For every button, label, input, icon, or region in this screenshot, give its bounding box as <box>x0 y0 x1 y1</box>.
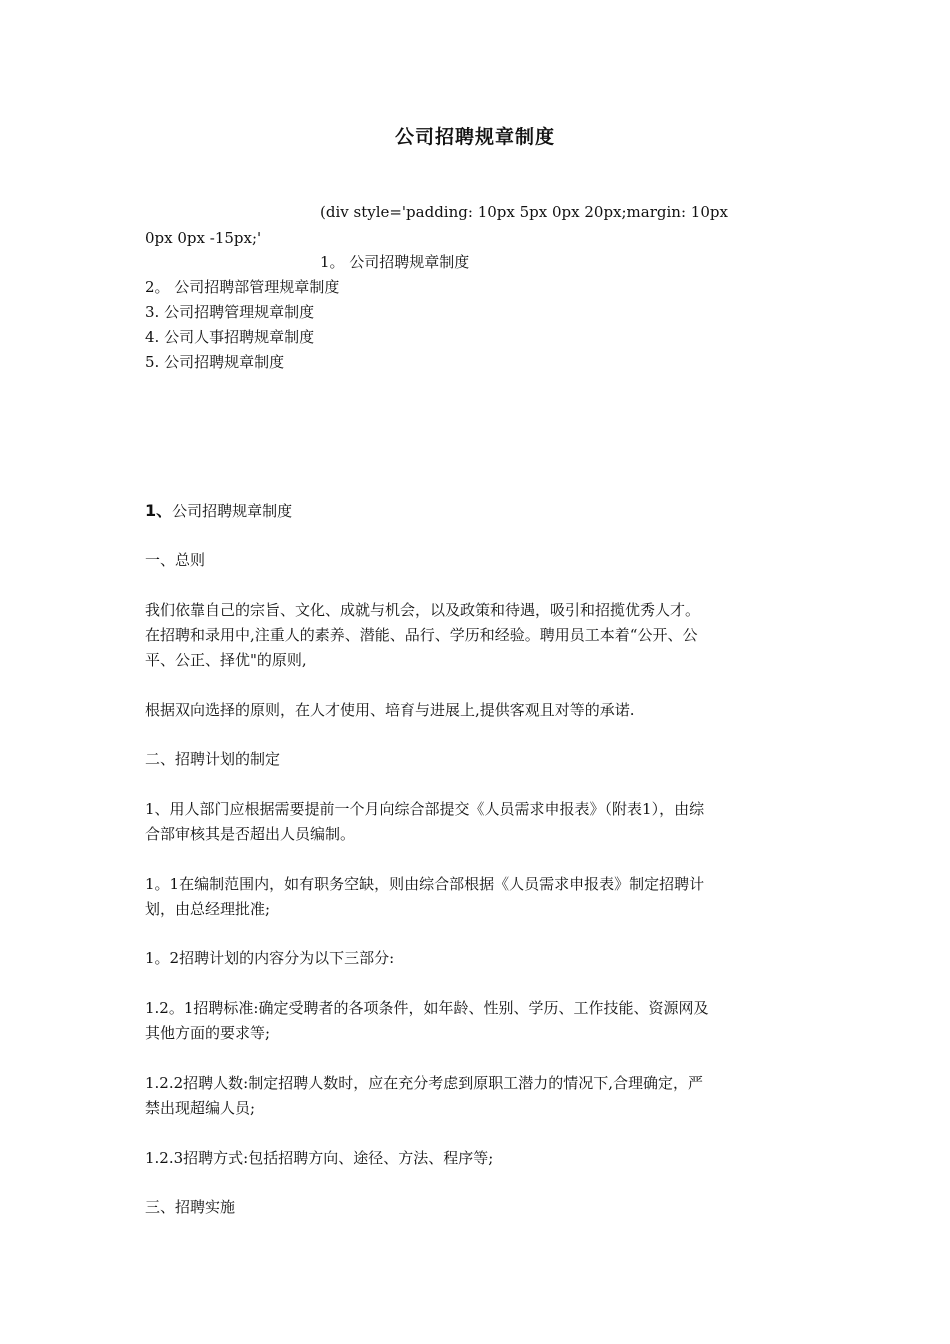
toc-item-3: 3. 公司招聘管理规章制度 <box>145 303 315 321</box>
heading-implementation: 三、招聘实施 <box>145 1198 236 1216</box>
paragraph-4-line-1: 1。1在编制范围内，如有职务空缺，则由综合部根据《人员需求申报表》制定招聘计 <box>145 875 705 893</box>
paragraph-3-line-2: 合部审核其是否超出人员编制。 <box>145 825 356 843</box>
document-title: 公司招聘规章制度 <box>394 126 555 148</box>
code-snippet-line-1: (div style='padding: 10px 5px 0px 20px;margin: 10px <box>320 203 728 221</box>
toc-item-1: 1。 公司招聘规章制度 <box>320 253 470 271</box>
section-number: 1、 <box>145 501 173 520</box>
paragraph-3-line-1: 1、用人部门应根据需要提前一个月向综合部提交《人员需求申报表》（附表1），由综 <box>145 800 705 818</box>
paragraph-2: 根据双向选择的原则，在人才使用、培育与进展上,提供客观且对等的承诺. <box>145 701 635 719</box>
paragraph-1-line-1: 我们依靠自己的宗旨、文化、成就与机会，以及政策和待遇，吸引和招揽优秀人才。 <box>145 601 701 619</box>
paragraph-6-line-1: 1.2。1招聘标准:确定受聘者的各项条件，如年龄、性别、学历、工作技能、资源网及 <box>145 999 709 1017</box>
paragraph-1-line-3: 平、公正、择优"的原则, <box>145 651 307 669</box>
toc-item-5: 5. 公司招聘规章制度 <box>145 353 285 371</box>
paragraph-6-line-2: 其他方面的要求等; <box>145 1024 271 1042</box>
section-heading <box>145 499 292 523</box>
toc-item-2: 2。 公司招聘部管理规章制度 <box>145 278 340 296</box>
paragraph-7-line-2: 禁出现超编人员; <box>145 1099 256 1117</box>
heading-plan: 二、招聘计划的制定 <box>145 750 281 768</box>
heading-general: 一、总则 <box>145 551 206 569</box>
paragraph-5: 1。2招聘计划的内容分为以下三部分: <box>145 949 395 967</box>
paragraph-4-line-2: 划，由总经理批准; <box>145 900 271 918</box>
paragraph-1-line-2: 在招聘和录用中,注重人的素养、潜能、品行、学历和经验。聘用员工本着“公开、公 <box>145 626 698 644</box>
code-snippet-line-2: 0px 0px -15px;' <box>145 229 262 247</box>
paragraph-7-line-1: 1.2.2招聘人数:制定招聘人数时，应在充分考虑到原职工潜力的情况下,合理确定，严 <box>145 1074 703 1092</box>
paragraph-8: 1.2.3招聘方式:包括招聘方向、途径、方法、程序等; <box>145 1149 494 1167</box>
section-title: 公司招聘规章制度 <box>172 502 293 520</box>
toc-item-4: 4. 公司人事招聘规章制度 <box>145 328 315 346</box>
